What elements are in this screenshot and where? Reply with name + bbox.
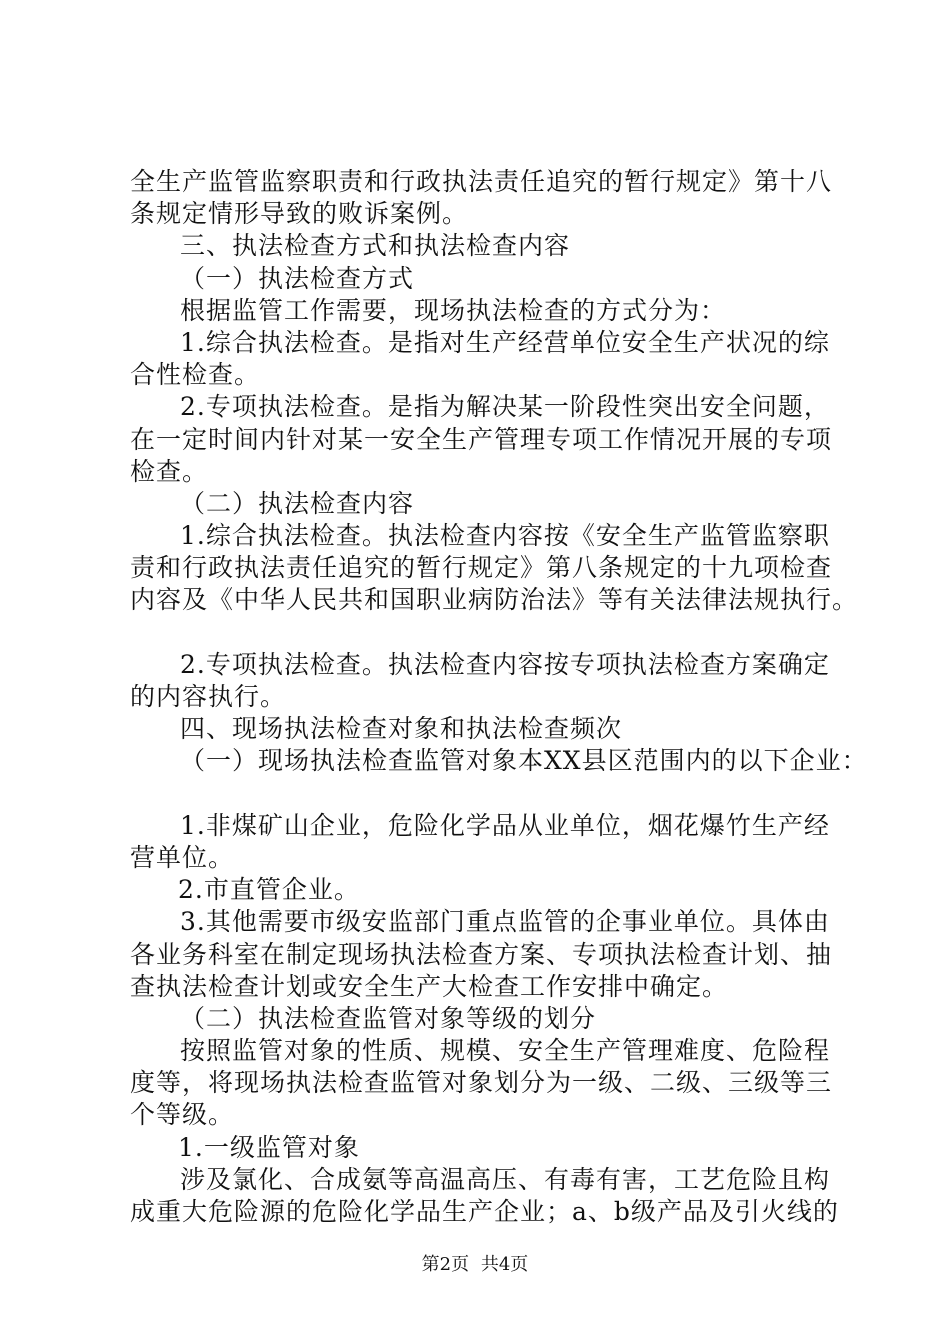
text-line: 查执法检查计划或安全生产大检查工作安排中确定。	[130, 971, 729, 1001]
subsection-heading: 1.一级监管对象	[178, 1132, 360, 1162]
text-line: 各业务科室在制定现场执法检查方案、专项执法检查计划、抽	[130, 939, 833, 969]
page-footer	[0, 1250, 950, 1276]
text-line: 2.市直管企业。	[178, 875, 360, 905]
text-line: 按照监管对象的性质、规模、安全生产管理难度、危险程	[180, 1036, 831, 1066]
text-line: 个等级。	[130, 1100, 235, 1130]
text-line: 条规定情形导致的败诉案例。	[130, 199, 469, 229]
subsection-heading: （二）执法检查监管对象等级的划分	[180, 1003, 597, 1033]
paragraph-gap	[130, 617, 850, 649]
text-line: 在一定时间内针对某一安全生产管理专项工作情况开展的专项	[130, 424, 833, 454]
subsection-heading: （一）现场执法检查监管对象本XX县区范围内的以下企业：	[180, 746, 868, 776]
subsection-heading: （二）执法检查内容	[180, 488, 415, 518]
text-line: 营单位。	[130, 842, 235, 872]
text-line: 成重大危险源的危险化学品生产企业；a、b级产品及引火线的	[130, 1197, 839, 1226]
text-line: 1.综合执法检查。是指对生产经营单位安全生产状况的综	[180, 327, 830, 357]
section-heading: 四、现场执法检查对象和执法检查频次	[180, 714, 623, 744]
paragraph-gap	[130, 778, 850, 810]
page-number: 第2页	[421, 1254, 470, 1275]
text-line: 2.专项执法检查。执法检查内容按专项执法检查方案确定	[180, 649, 830, 679]
text-line: 3.其他需要市级安监部门重点监管的企事业单位。具体由	[180, 907, 830, 937]
text-line: 涉及氯化、合成氨等高温高压、有毒有害，工艺危险且构	[180, 1164, 831, 1194]
text-line: 内容及《中华人民共和国职业病防治法》等有关法律法规执行。	[130, 585, 859, 615]
subsection-heading: （一）执法检查方式	[180, 263, 415, 293]
text-line: 的内容执行。	[130, 682, 287, 711]
document-body	[130, 166, 868, 1228]
text-line: 1.综合执法检查。执法检查内容按《安全生产监管监察职	[180, 521, 830, 551]
text-line: 1.非煤矿山企业，危险化学品从业单位，烟花爆竹生产经	[180, 810, 830, 840]
text-line: 责和行政执法责任追究的暂行规定》第八条规定的十九项检查	[130, 553, 833, 583]
text-line: 度等，将现场执法检查监管对象划分为一级、二级、三级等三	[130, 1068, 833, 1098]
text-line: 检查。	[130, 456, 209, 486]
text-line: 合性检查。	[130, 360, 261, 390]
section-heading: 三、执法检查方式和执法检查内容	[180, 231, 571, 261]
text-line: 全生产监管监察职责和行政执法责任追究的暂行规定》第十八	[130, 167, 833, 196]
text-line: 根据监管工作需要，现场执法检查的方式分为：	[180, 295, 727, 325]
page-total: 共4页	[480, 1254, 529, 1275]
text-line: 2.专项执法检查。是指为解决某一阶段性突出安全问题，	[180, 392, 830, 422]
